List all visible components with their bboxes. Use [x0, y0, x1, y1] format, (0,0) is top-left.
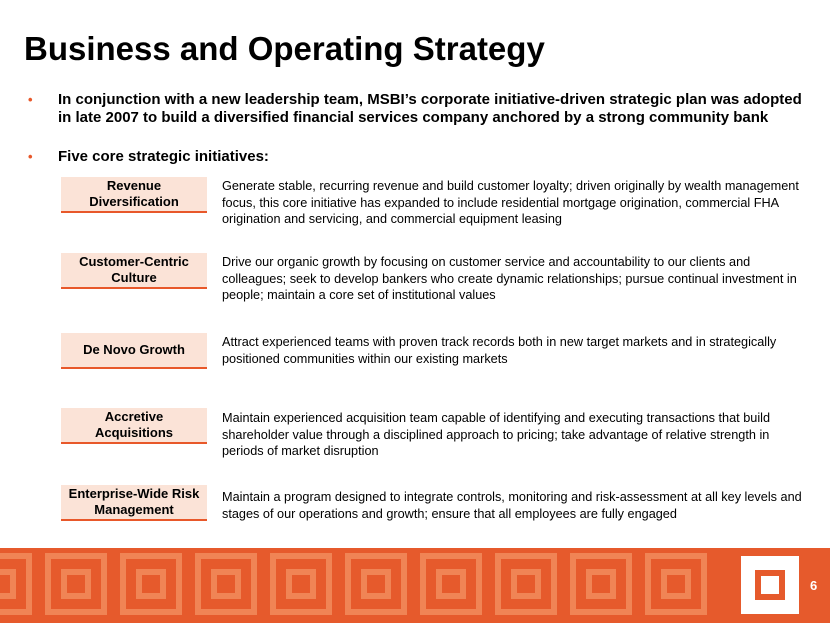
initiative-desc-de-novo-growth [222, 334, 812, 367]
desc-line: origination and servicing, and commercial equipment leasing [222, 212, 562, 226]
desc-line: Drive our organic growth by focusing on customer service and accountability to our clients and [222, 255, 751, 269]
footer-pattern-tile [645, 553, 707, 615]
initiative-label-customer-centric-culture [61, 253, 207, 289]
bullet-marker: • [28, 149, 33, 164]
desc-line: stages of our operations and growth; ensure that all employees are fully engaged [222, 506, 677, 521]
footer-pattern-tile [195, 553, 257, 615]
initiative-label-line: Acquisitions [94, 425, 173, 440]
initiative-label-line: Diversification [89, 194, 179, 209]
desc-line: Maintain a program designed to integrate controls, monitoring and risk-assessment at all key levels and [222, 490, 802, 504]
footer-pattern-tile [120, 553, 182, 615]
footer-pattern-tile [345, 553, 407, 615]
initiative-desc-revenue-diversification [222, 178, 812, 228]
desc-line: Attract experienced teams with proven track records both in new target markets and in strategically [222, 335, 777, 349]
initiative-label-revenue-diversification [61, 177, 207, 213]
initiative-desc-enterprise-wide-risk-management [222, 489, 812, 522]
logo-inner-square [755, 570, 785, 600]
footer-pattern-tile [420, 553, 482, 615]
bullet-intro [28, 90, 818, 130]
initiative-label-enterprise-wide-risk-management [61, 485, 207, 521]
slide-title: Business and Operating Strategy [24, 30, 545, 67]
initiative-label-line: Revenue [106, 178, 162, 193]
desc-line: Maintain experienced acquisition team capable of identifying and executing transactions that build [222, 411, 771, 425]
footer-pattern-tile [0, 553, 32, 615]
desc-line: focus, this core initiative has expanded to include residential mortgage origination, commercial FHA [222, 195, 780, 210]
initiative-label-line: Management [94, 502, 174, 517]
initiative-label-line: Customer-Centric [79, 254, 189, 269]
initiative-label-line: De Novo Growth [83, 342, 185, 357]
initiative-label-de-novo-growth [61, 333, 207, 369]
initiative-label-line: Culture [111, 270, 157, 285]
desc-line: people; maintain a core set of institutional values [222, 288, 496, 302]
desc-line: colleagues; seek to develop bankers who create dynamic relationships; pursue continual investment in [222, 271, 797, 286]
company-logo-icon [741, 556, 799, 614]
initiative-label-accretive-acquisitions [61, 408, 207, 444]
initiative-label-line: Enterprise-Wide Risk [68, 486, 200, 501]
desc-line: Generate stable, recurring revenue and build customer loyalty; driven originally by wealth management [222, 179, 799, 193]
page-number: 6 [810, 578, 818, 593]
footer-pattern-tile [495, 553, 557, 615]
footer-pattern-tile [270, 553, 332, 615]
bullet-initiatives-text: Five core strategic initiatives: [58, 148, 269, 165]
footer-pattern-tile [45, 553, 107, 615]
bullet-marker: • [28, 92, 33, 107]
footer-pattern-tile [570, 553, 632, 615]
bullet-intro-line1: In conjunction with a new leadership team, MSBI’s corporate initiative-driven strategic plan was adopted [58, 91, 802, 108]
footer-band [0, 548, 830, 623]
initiative-label-line: Accretive [104, 409, 164, 424]
desc-line: positioned communities within our existing markets [222, 351, 508, 366]
initiative-desc-customer-centric-culture [222, 254, 812, 304]
initiative-desc-accretive-acquisitions [222, 410, 812, 460]
desc-line: periods of market disruption [222, 444, 379, 458]
bullet-initiatives-heading [28, 147, 428, 167]
bullet-intro-line2: in late 2007 to build a diversified financial services company anchored by a strong community bank [58, 109, 769, 126]
desc-line: shareholder value through a disciplined approach to pricing; take advantage of relative strength in [222, 427, 770, 442]
